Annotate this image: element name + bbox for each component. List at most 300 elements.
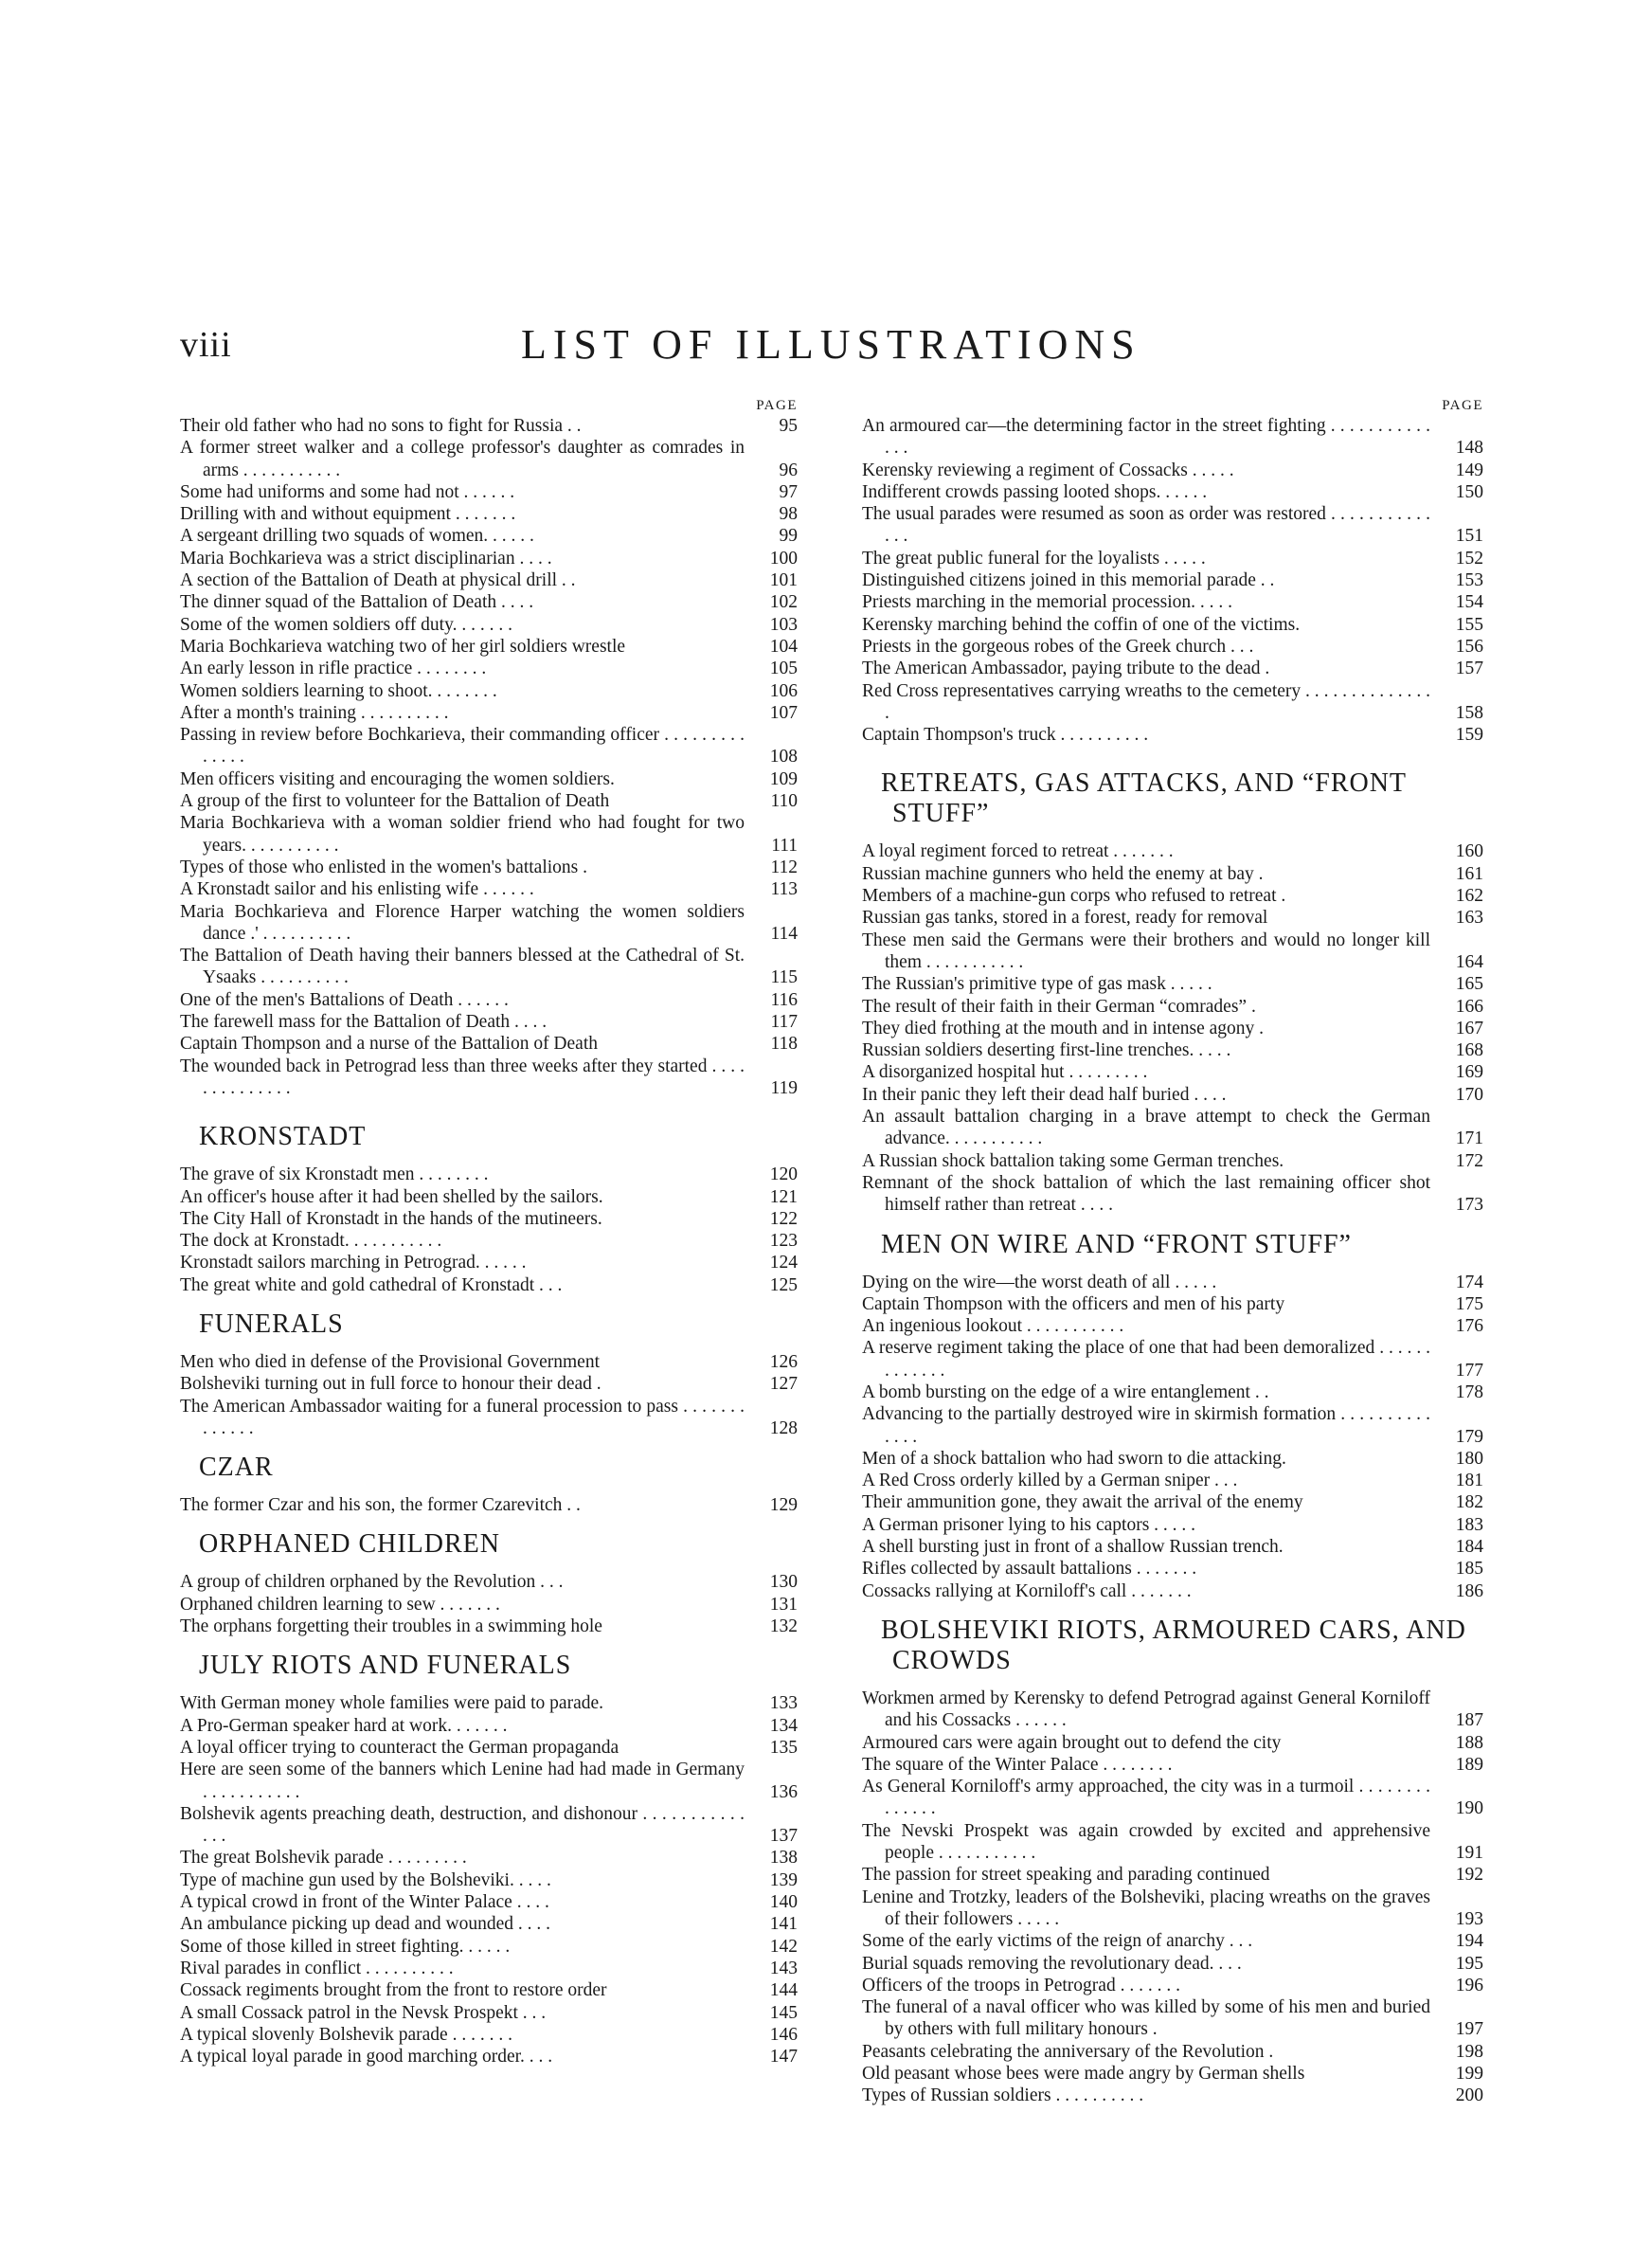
entry-page-number: 168: [1455, 1040, 1483, 1061]
entry-caption: Red Cross representatives carrying wreaths to the cemetery . . . . . . . . . . . . . . .: [862, 680, 1430, 723]
entry-caption: Peasants celebrating the anniversary of the Revolution .: [862, 2041, 1274, 2062]
entry-page-number: 97: [779, 481, 798, 502]
illustration-entry: [180, 503, 798, 525]
entry-page-number: 142: [769, 1936, 798, 1957]
illustration-entry: [180, 1847, 798, 1869]
entry-page-number: 199: [1455, 2064, 1483, 2084]
illustration-entry: [862, 863, 1483, 885]
entry-caption: Officers of the troops in Petrograd . . . . . . .: [862, 1975, 1180, 1995]
entry-caption: Russian gas tanks, stored in a forest, ready for removal: [862, 908, 1268, 929]
entry-caption: Here are seen some of the banners which Lenine had had made in Germany . . . . . . . . . . .: [180, 1760, 745, 1802]
illustration-entry: [180, 658, 798, 679]
illustration-entry: [180, 1913, 798, 1935]
illustration-entry: [180, 1351, 798, 1373]
entry-page-number: 147: [769, 2047, 798, 2067]
entry-page-number: 116: [770, 989, 798, 1010]
entry-caption: Remnant of the shock battalion of which the last remaining officer shot himself rather than retreat . . . .: [862, 1172, 1430, 1216]
entry-page-number: 140: [769, 1892, 798, 1913]
entry-caption: An assault battalion charging in a brave attempt to check the German advance. . . . . . . . . . .: [862, 1107, 1430, 1149]
entry-caption: The passion for street speaking and parading continued: [862, 1865, 1270, 1886]
entry-caption: A Pro-German speaker hard at work. . . . . . .: [180, 1715, 508, 1736]
entry-page-number: 155: [1455, 614, 1483, 635]
entry-caption: A section of the Battalion of Death at physical drill . .: [180, 570, 576, 591]
illustration-entry: [180, 702, 798, 724]
entry-caption: Kronstadt sailors marching in Petrograd. . . . . .: [180, 1253, 527, 1273]
entry-page-number: 152: [1455, 548, 1483, 569]
illustration-entry: [862, 1558, 1483, 1580]
illustration-entry: [180, 481, 798, 503]
illustration-entry: [180, 1208, 798, 1230]
entry-caption: Maria Bochkarieva was a strict disciplinarian . . . .: [180, 548, 552, 569]
entry-caption: Distinguished citizens joined in this memorial parade . .: [862, 570, 1275, 591]
entry-page-number: 107: [769, 702, 798, 723]
illustration-entry: [862, 885, 1483, 907]
entry-page-number: 103: [769, 614, 798, 635]
illustration-entry: [180, 1033, 798, 1055]
entry-page-number: 133: [769, 1693, 798, 1714]
illustration-entry: [180, 724, 798, 768]
page-title: LIST OF ILLUSTRATIONS: [521, 321, 1141, 368]
entry-page-number: 177: [1455, 1360, 1483, 1381]
entry-page-number: 119: [770, 1077, 798, 1098]
entry-caption: Workmen armed by Kerensky to defend Petrograd against General Korniloff and his Cossacks . . . . . .: [862, 1688, 1430, 1731]
entry-page-number: 167: [1455, 1018, 1483, 1038]
entry-caption: Russian machine gunners who held the enemy at bay .: [862, 863, 1264, 884]
illustration-entry: [862, 415, 1483, 460]
entry-page-number: 186: [1455, 1580, 1483, 1601]
entry-caption: They died frothing at the mouth and in intense agony .: [862, 1018, 1265, 1038]
entry-caption: After a month's training . . . . . . . . . .: [180, 702, 449, 723]
entry-page-number: 161: [1455, 863, 1483, 884]
entry-caption: The City Hall of Kronstadt in the hands of the mutineers.: [180, 1208, 602, 1229]
entry-caption: An ambulance picking up dead and wounded . . . .: [180, 1914, 550, 1935]
illustration-entry: [180, 878, 798, 900]
entry-page-number: 149: [1455, 460, 1483, 480]
illustration-entry: [180, 1891, 798, 1913]
illustration-entry: [862, 1864, 1483, 1886]
illustration-entry: [180, 614, 798, 636]
entry-caption: The orphans forgetting their troubles in a swimming hole: [180, 1616, 602, 1637]
entry-page-number: 117: [770, 1012, 798, 1033]
illustration-entry: [862, 1039, 1483, 1061]
entry-caption: Women soldiers learning to shoot. . . . . . . .: [180, 680, 497, 701]
entry-caption: The Nevski Prospekt was again crowded by excited and apprehensive people . . . . . . . . . . .: [862, 1820, 1430, 1864]
section-heading: MEN ON WIRE AND “FRONT STUFF”: [881, 1229, 1352, 1259]
entry-caption: The Battalion of Death having their banners blessed at the Cathedral of St. Ysaaks . . . . . . . . . .: [180, 946, 745, 988]
entry-page-number: 130: [769, 1572, 798, 1593]
illustration-entry: [862, 973, 1483, 995]
entry-caption: Advancing to the partially destroyed wire in skirmish formation . . . . . . . . . . . . . .: [862, 1404, 1430, 1447]
section-heading: RETREATS, GAS ATTACKS, AND “FRONT STUFF”: [881, 768, 1407, 829]
entry-page-number: 145: [769, 2002, 798, 2023]
entry-caption: An early lesson in rifle practice . . . . . . . .: [180, 659, 487, 679]
entry-caption: Russian soldiers deserting first-line trenches. . . . .: [862, 1040, 1231, 1061]
entry-caption: Orphaned children learning to sew . . . . . . .: [180, 1594, 500, 1615]
illustration-entry: [862, 1470, 1483, 1491]
entry-page-number: 192: [1455, 1865, 1483, 1886]
illustration-entry: [180, 989, 798, 1011]
illustration-entry: [180, 857, 798, 878]
entry-page-number: 139: [769, 1869, 798, 1890]
entry-caption: A typical slovenly Bolshevik parade . . . . . . .: [180, 2024, 512, 2045]
entry-caption: The grave of six Kronstadt men . . . . . . . .: [180, 1165, 489, 1185]
entry-page-number: 160: [1455, 841, 1483, 862]
illustration-entry: [180, 1186, 798, 1208]
entry-page-number: 173: [1455, 1195, 1483, 1216]
entry-caption: A Red Cross orderly killed by a German sniper . . .: [862, 1471, 1238, 1491]
illustration-entry: [862, 1514, 1483, 1536]
entry-page-number: 193: [1455, 1908, 1483, 1929]
entry-caption: Captain Thompson and a nurse of the Battalion of Death: [180, 1034, 598, 1055]
entry-caption: The dock at Kronstadt. . . . . . . . . . .: [180, 1231, 442, 1252]
entry-caption: As General Korniloff's army approached, the city was in a turmoil . . . . . . . . . . . . . .: [862, 1777, 1430, 1819]
entry-page-number: 96: [779, 460, 798, 480]
entry-page-number: 171: [1455, 1128, 1483, 1149]
entry-page-number: 182: [1455, 1492, 1483, 1513]
entry-caption: A bomb bursting on the edge of a wire entanglement . .: [862, 1381, 1269, 1402]
illustration-entry: [180, 636, 798, 658]
entry-caption: These men said the Germans were their brothers and would no longer kill them . . . . . . . . . . .: [862, 930, 1430, 972]
entry-page-number: 101: [769, 570, 798, 591]
entry-caption: The farewell mass for the Battalion of Death . . . .: [180, 1012, 548, 1033]
illustration-entry: [862, 1172, 1483, 1217]
illustration-entry: [180, 1803, 798, 1848]
illustration-entry: [862, 1953, 1483, 1975]
illustration-entry: [180, 901, 798, 946]
entry-caption: The wounded back in Petrograd less than three weeks after they started . . . . . . . . . . . . . .: [180, 1056, 745, 1098]
illustration-entry: [862, 1580, 1483, 1602]
illustration-entry: [862, 840, 1483, 862]
illustration-entry: [180, 790, 798, 812]
entry-caption: The great public funeral for the loyalists . . . . .: [862, 548, 1206, 569]
page-number: viii: [180, 325, 232, 365]
illustration-entry: [862, 680, 1483, 725]
entry-caption: Types of those who enlisted in the women's battalions .: [180, 857, 587, 877]
entry-caption: The dinner squad of the Battalion of Death . . . .: [180, 592, 534, 613]
illustration-entry: [180, 548, 798, 569]
entry-page-number: 134: [769, 1715, 798, 1736]
entry-caption: Dying on the wire—the worst death of all . . . . .: [862, 1272, 1217, 1292]
entry-page-number: 184: [1455, 1537, 1483, 1558]
entry-page-number: 143: [769, 1958, 798, 1978]
entry-page-number: 179: [1455, 1426, 1483, 1447]
entry-caption: A group of children orphaned by the Revolution . . .: [180, 1572, 564, 1593]
illustration-entry: [862, 1776, 1483, 1820]
illustration-entry: [862, 1732, 1483, 1754]
entry-caption: A small Cossack patrol in the Nevsk Prospekt . . .: [180, 2002, 547, 2023]
entry-caption: The funeral of a naval officer who was killed by some of his men and buried by others with full military honours .: [862, 1997, 1430, 2040]
entry-page-number: 109: [769, 768, 798, 789]
entry-caption: A group of the first to volunteer for the Battalion of Death: [180, 791, 610, 812]
entry-page-number: 112: [770, 857, 798, 877]
illustration-entry: [862, 1930, 1483, 1952]
entry-page-number: 154: [1455, 592, 1483, 613]
entry-caption: Lenine and Trotzky, leaders of the Bolsheviki, placing wreaths on the graves of their followers . . . . .: [862, 1887, 1430, 1929]
entry-page-number: 153: [1455, 570, 1483, 591]
entry-caption: The usual parades were resumed as soon as order was restored . . . . . . . . . . . . . .: [862, 504, 1430, 547]
illustration-entry: [862, 569, 1483, 591]
entry-caption: A loyal regiment forced to retreat . . . . . . .: [862, 841, 1174, 862]
illustration-entry: [180, 945, 798, 989]
entry-caption: The former Czar and his son, the former Czarevitch . .: [180, 1495, 581, 1516]
entry-page-number: 158: [1455, 702, 1483, 723]
entry-page-number: 141: [769, 1914, 798, 1935]
section-heading: BOLSHEVIKI RIOTS, ARMOURED CARS, AND CROWDS: [881, 1615, 1466, 1675]
entry-page-number: 135: [769, 1737, 798, 1758]
entry-caption: A typical loyal parade in good marching order. . . .: [180, 2047, 553, 2067]
section-heading: FUNERALS: [199, 1309, 344, 1339]
entry-page-number: 95: [779, 416, 798, 436]
entry-page-number: 123: [769, 1231, 798, 1252]
entry-page-number: 191: [1455, 1843, 1483, 1864]
entry-page-number: 122: [769, 1208, 798, 1229]
entry-caption: A Russian shock battalion taking some German trenches.: [862, 1150, 1284, 1171]
illustration-entry: [180, 1252, 798, 1273]
entry-page-number: 138: [769, 1848, 798, 1869]
illustration-entry: [862, 1106, 1483, 1150]
entry-caption: Their old father who had no sons to fight for Russia . .: [180, 416, 582, 436]
illustration-entry: [180, 415, 798, 437]
entry-caption: A shell bursting just in front of a shallow Russian trench.: [862, 1537, 1284, 1558]
entry-caption: An ingenious lookout . . . . . . . . . . .: [862, 1316, 1124, 1337]
illustration-entry: [180, 1737, 798, 1759]
illustration-entry: [862, 996, 1483, 1018]
entry-page-number: 163: [1455, 908, 1483, 929]
illustration-entry: [862, 1448, 1483, 1470]
entry-page-number: 157: [1455, 659, 1483, 679]
entry-page-number: 175: [1455, 1293, 1483, 1314]
entry-caption: Type of machine gun used by the Bolsheviki. . . . .: [180, 1869, 551, 1890]
entry-page-number: 104: [769, 636, 798, 657]
entry-caption: A sergeant drilling two squads of women. . . . . .: [180, 526, 534, 547]
page-header: [180, 320, 1487, 377]
entry-caption: Rifles collected by assault battalions . . . . . . .: [862, 1559, 1197, 1580]
illustration-entry: [862, 1975, 1483, 1996]
entry-page-number: 131: [769, 1594, 798, 1615]
entry-page-number: 174: [1455, 1272, 1483, 1292]
entry-page-number: 187: [1455, 1710, 1483, 1731]
entry-caption: Bolshevik agents preaching death, destruction, and dishonour . . . . . . . . . . . . . .: [180, 1803, 745, 1847]
entry-page-number: 128: [769, 1417, 798, 1438]
entry-page-number: 185: [1455, 1559, 1483, 1580]
entry-caption: A Kronstadt sailor and his enlisting wife . . . . . .: [180, 879, 534, 900]
entry-caption: Bolsheviki turning out in full force to honour their dead .: [180, 1374, 602, 1395]
entry-page-number: 110: [770, 791, 798, 812]
entry-caption: Rival parades in conflict . . . . . . . . . .: [180, 1958, 454, 1978]
illustration-entry: [862, 503, 1483, 548]
entry-caption: With German money whole families were paid to parade.: [180, 1693, 604, 1714]
illustration-entry: [862, 460, 1483, 481]
illustration-entry: [180, 1979, 798, 2001]
entry-caption: Their ammunition gone, they await the arrival of the enemy: [862, 1492, 1303, 1513]
illustration-entry: [862, 1887, 1483, 1931]
illustration-entry: [862, 1061, 1483, 1083]
entry-page-number: 137: [769, 1826, 798, 1847]
section-heading: KRONSTADT: [199, 1122, 367, 1152]
illustration-entry: [180, 1230, 798, 1252]
entry-caption: Old peasant whose bees were made angry by German shells: [862, 2064, 1305, 2084]
entry-page-number: 165: [1455, 974, 1483, 995]
illustration-entry: [862, 658, 1483, 679]
illustration-entry: [180, 1936, 798, 1958]
entry-caption: The American Ambassador, paying tribute to the dead .: [862, 659, 1270, 679]
entry-page-number: 151: [1455, 526, 1483, 547]
entry-caption: Maria Bochkarieva watching two of her girl soldiers wrestle: [180, 636, 626, 657]
entry-caption: Maria Bochkarieva with a woman soldier friend who had fought for two years. . . . . . . . . . .: [180, 813, 745, 856]
section-heading: CZAR: [199, 1453, 274, 1483]
entry-caption: Some had uniforms and some had not . . . . . .: [180, 481, 515, 502]
entry-page-number: 194: [1455, 1931, 1483, 1952]
entry-page-number: 172: [1455, 1150, 1483, 1171]
right-column: [862, 396, 1483, 2107]
illustration-entry: [180, 1164, 798, 1185]
entry-page-number: 129: [769, 1495, 798, 1516]
entry-page-number: 120: [769, 1165, 798, 1185]
illustration-entry: [180, 1274, 798, 1296]
illustration-entry: [180, 2046, 798, 2067]
section-heading: ORPHANED CHILDREN: [199, 1529, 500, 1560]
entry-caption: A reserve regiment taking the place of one that had been demoralized . . . . . . . . . . . . .: [862, 1338, 1430, 1381]
entry-page-number: 156: [1455, 636, 1483, 657]
illustration-entry: [180, 1958, 798, 1979]
illustration-entry: [180, 1715, 798, 1737]
illustration-entry: [180, 1616, 798, 1637]
entry-caption: In their panic they left their dead half buried . . . .: [862, 1084, 1227, 1105]
entry-caption: A typical crowd in front of the Winter Palace . . . .: [180, 1892, 549, 1913]
illustration-entry: [180, 591, 798, 613]
entry-page-number: 181: [1455, 1471, 1483, 1491]
entry-caption: Captain Thompson's truck . . . . . . . . . .: [862, 725, 1149, 746]
entry-page-number: 105: [769, 659, 798, 679]
entry-caption: The Russian's primitive type of gas mask . . . . .: [862, 974, 1212, 995]
illustration-entry: [180, 1869, 798, 1891]
illustration-entry: [180, 1494, 798, 1516]
illustration-entry: [180, 1011, 798, 1033]
entry-page-number: 176: [1455, 1316, 1483, 1337]
illustration-entry: [862, 636, 1483, 658]
illustration-entry: [180, 1692, 798, 1714]
illustration-entry: [862, 1018, 1483, 1039]
entry-page-number: 148: [1455, 438, 1483, 459]
entry-caption: Men of a shock battalion who had sworn to die attacking.: [862, 1448, 1286, 1469]
entry-page-number: 111: [771, 835, 798, 856]
left-column: [180, 396, 798, 2067]
illustration-entry: [862, 1315, 1483, 1337]
illustration-entry: [180, 1594, 798, 1616]
entry-caption: Captain Thompson with the officers and men of his party: [862, 1293, 1285, 1314]
entry-page-number: 159: [1455, 725, 1483, 746]
entry-page-number: 166: [1455, 996, 1483, 1017]
illustration-entry: [180, 812, 798, 857]
entry-page-number: 190: [1455, 1798, 1483, 1819]
entry-caption: Some of those killed in street fighting. . . . . .: [180, 1936, 511, 1957]
entry-caption: The result of their faith in their German “comrades” .: [862, 996, 1256, 1017]
entry-caption: A loyal officer trying to counteract the German propaganda: [180, 1737, 620, 1758]
entry-page-number: 113: [770, 879, 798, 900]
entry-page-number: 189: [1455, 1754, 1483, 1775]
illustration-entry: [180, 2024, 798, 2046]
entry-caption: Men officers visiting and encouraging the women soldiers.: [180, 768, 615, 789]
entry-caption: Passing in review before Bochkarieva, their commanding officer . . . . . . . . . . . . . .: [180, 725, 745, 767]
illustration-entry: [862, 1150, 1483, 1172]
entry-page-number: 102: [769, 592, 798, 613]
entry-caption: The great white and gold cathedral of Kronstadt . . .: [180, 1274, 563, 1295]
entry-page-number: 197: [1455, 2019, 1483, 2040]
entry-page-number: 183: [1455, 1514, 1483, 1535]
entry-caption: A disorganized hospital hut . . . . . . . . .: [862, 1062, 1148, 1083]
entry-page-number: 144: [769, 1980, 798, 2001]
entry-caption: Men who died in defense of the Provisional Government: [180, 1351, 600, 1372]
entry-page-number: 162: [1455, 886, 1483, 907]
entry-page-number: 136: [769, 1781, 798, 1802]
entry-page-number: 200: [1455, 2085, 1483, 2106]
illustration-entry: [862, 1337, 1483, 1381]
illustration-entry: [180, 437, 798, 481]
entry-page-number: 150: [1455, 481, 1483, 502]
entry-caption: Burial squads removing the revolutionary dead. . . .: [862, 1953, 1242, 1974]
illustration-entry: [180, 525, 798, 547]
entry-page-number: 124: [769, 1253, 798, 1273]
entry-caption: An armoured car—the determining factor in the street fighting . . . . . . . . . . . . . .: [862, 416, 1430, 459]
illustration-entry: [180, 768, 798, 790]
entry-page-number: 118: [770, 1034, 798, 1055]
entry-page-number: 115: [770, 967, 798, 988]
entry-caption: The American Ambassador waiting for a funeral procession to pass . . . . . . . . . . . . .: [180, 1396, 745, 1438]
illustration-entry: [862, 1688, 1483, 1732]
illustration-entry: [862, 2063, 1483, 2085]
illustration-entry: [862, 1084, 1483, 1106]
entry-page-number: 169: [1455, 1062, 1483, 1083]
entry-page-number: 195: [1455, 1953, 1483, 1974]
illustration-entry: [180, 1759, 798, 1803]
entry-page-number: 146: [769, 2024, 798, 2045]
entry-page-number: 100: [769, 548, 798, 569]
illustration-entry: [180, 1373, 798, 1395]
entry-caption: Indifferent crowds passing looted shops. . . . . .: [862, 481, 1208, 502]
entry-page-number: 178: [1455, 1381, 1483, 1402]
page-column-label: PAGE: [1442, 398, 1483, 413]
entry-caption: Members of a machine-gun corps who refused to retreat .: [862, 886, 1286, 907]
illustration-entry: [180, 1396, 798, 1440]
entry-caption: Types of Russian soldiers . . . . . . . . . .: [862, 2085, 1144, 2106]
illustration-entry: [862, 907, 1483, 929]
entry-page-number: 170: [1455, 1084, 1483, 1105]
illustration-entry: [862, 548, 1483, 569]
entry-caption: Some of the women soldiers off duty. . . . . . .: [180, 614, 512, 635]
illustration-entry: [862, 1820, 1483, 1865]
entry-caption: Cossack regiments brought from the front to restore order: [180, 1980, 607, 2001]
illustration-entry: [862, 1403, 1483, 1448]
entry-caption: Drilling with and without equipment . . . . . . .: [180, 504, 516, 525]
illustration-entry: [862, 614, 1483, 636]
entry-caption: Armoured cars were again brought out to defend the city: [862, 1732, 1282, 1753]
illustration-entry: [862, 591, 1483, 613]
entry-caption: An officer's house after it had been shelled by the sailors.: [180, 1186, 603, 1207]
entry-caption: Priests marching in the memorial procession. . . . .: [862, 592, 1233, 613]
entry-page-number: 99: [779, 526, 798, 547]
illustration-entry: [180, 1571, 798, 1593]
entry-page-number: 121: [769, 1186, 798, 1207]
page-column-label: PAGE: [756, 398, 798, 413]
entry-page-number: 126: [769, 1351, 798, 1372]
illustration-entry: [862, 1536, 1483, 1558]
illustration-entry: [862, 1293, 1483, 1315]
section-heading: JULY RIOTS AND FUNERALS: [199, 1651, 572, 1681]
entry-page-number: 164: [1455, 951, 1483, 972]
entry-page-number: 196: [1455, 1975, 1483, 1995]
entry-caption: A former street walker and a college professor's daughter as comrades in arms . . . . . . . . . . .: [180, 438, 745, 480]
illustration-entry: [180, 2002, 798, 2024]
